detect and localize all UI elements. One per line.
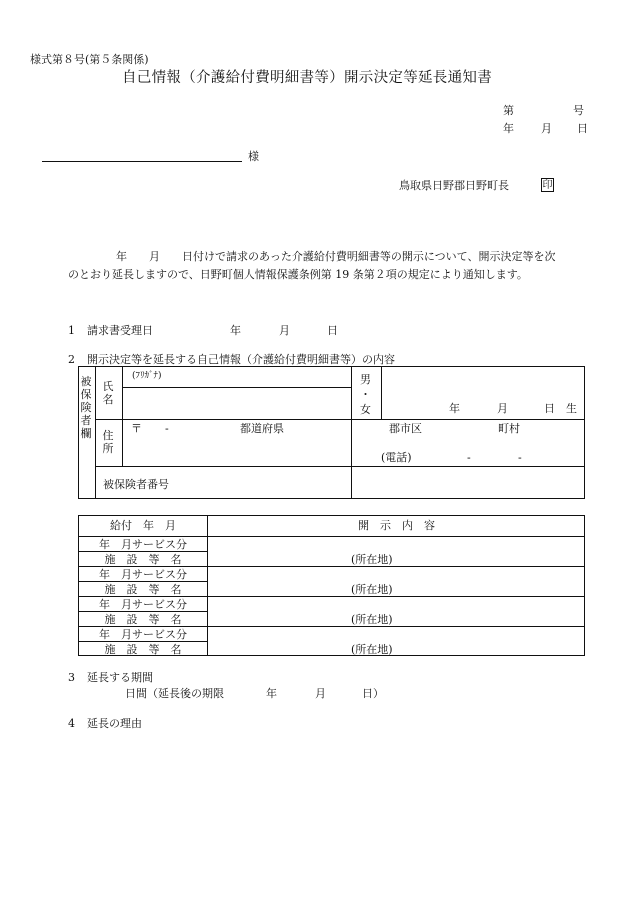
section3-number: 3: [68, 671, 75, 684]
section1-year: 年: [230, 324, 241, 337]
benefit-row-facility: 施 設 等 名: [104, 553, 182, 566]
benefit-row-location: (所在地): [351, 613, 393, 626]
birth-day: 日: [544, 402, 555, 415]
phone-label: (電話): [381, 451, 412, 464]
postal-mark: 〒: [131, 422, 142, 435]
prefecture-label: 都道府県: [240, 422, 284, 435]
seal-mark: 印: [542, 180, 553, 191]
addressee-suffix: 様: [248, 150, 259, 163]
gender-female[interactable]: 女: [360, 403, 371, 416]
section1-day: 日: [327, 324, 338, 337]
section4-label: 延長の理由: [87, 717, 142, 730]
benefit-row-service: 年 月サービス分: [99, 628, 187, 641]
benefit-header-left: 給付 年 月: [110, 519, 176, 532]
section3-day: 日）: [362, 687, 384, 700]
issue-date-month: 月: [541, 122, 552, 135]
benefit-row-service: 年 月サービス分: [99, 568, 187, 581]
birth-suffix: 生: [566, 402, 577, 415]
section3-year: 年: [266, 687, 277, 700]
issue-date-year: 年: [503, 122, 514, 135]
birth-month: 月: [497, 402, 508, 415]
section1-month: 月: [279, 324, 290, 337]
gender-separator: ・: [360, 388, 371, 401]
postal-dash: -: [165, 422, 169, 435]
furigana-label: (ﾌﾘｶﾞﾅ): [132, 371, 162, 381]
phone-dash-1: -: [467, 451, 471, 464]
issuer-name: 鳥取県日野郡日野町長: [399, 179, 509, 192]
section1-label: 請求書受理日: [87, 324, 153, 337]
addressee-line[interactable]: [42, 161, 242, 162]
benefit-row-location: (所在地): [351, 583, 393, 596]
benefit-row-facility: 施 設 等 名: [104, 643, 182, 656]
body-paragraph: 年 月 日付けで請求のあった介護給付費明細書等の開示について、開示決定等を次のとおり延長しますので、日野町個人情報保護条例第 19 条第２項の規定により通知します。: [68, 250, 556, 281]
benefit-row-location: (所在地): [351, 643, 393, 656]
city-label: 郡市区: [389, 422, 422, 435]
name-label: 氏名: [102, 380, 114, 406]
form-number: 様式第８号(第５条関係): [30, 53, 149, 66]
doc-number-prefix: 第: [503, 104, 514, 117]
section3-month: 月: [315, 687, 326, 700]
section4-number: 4: [68, 717, 75, 730]
section1-number: 1: [68, 324, 75, 337]
section3-label: 延長する期間: [87, 671, 153, 684]
benefit-header-right: 開 示 内 容: [358, 519, 435, 532]
benefit-row-location: (所在地): [351, 553, 393, 566]
issue-date-day: 日: [577, 122, 588, 135]
section3-detail: 日間（延長後の期限: [125, 687, 224, 700]
doc-number-suffix: 号: [573, 104, 584, 117]
insured-number-label: 被保険者番号: [103, 478, 169, 491]
benefit-row-facility: 施 設 等 名: [104, 583, 182, 596]
gender-male[interactable]: 男: [360, 373, 371, 386]
name-field[interactable]: [123, 388, 350, 418]
address-field[interactable]: [123, 437, 584, 465]
benefit-row-service: 年 月サービス分: [99, 538, 187, 551]
insured-number-field[interactable]: [352, 467, 584, 498]
insured-column-label: 被保険者欄: [80, 375, 92, 440]
phone-dash-2: -: [518, 451, 522, 464]
document-title: 自己情報（介護給付費明細書等）開示決定等延長通知書: [122, 70, 492, 86]
benefit-row-facility: 施 設 等 名: [104, 613, 182, 626]
town-label: 町村: [498, 422, 520, 435]
benefit-row-service: 年 月サービス分: [99, 598, 187, 611]
furigana-field[interactable]: [123, 367, 350, 386]
section2-label: 開示決定等を延長する自己情報（介護給付費明細書等）の内容: [87, 353, 395, 366]
address-label: 住所: [102, 429, 114, 455]
birth-year: 年: [449, 402, 460, 415]
section2-number: 2: [68, 353, 75, 366]
